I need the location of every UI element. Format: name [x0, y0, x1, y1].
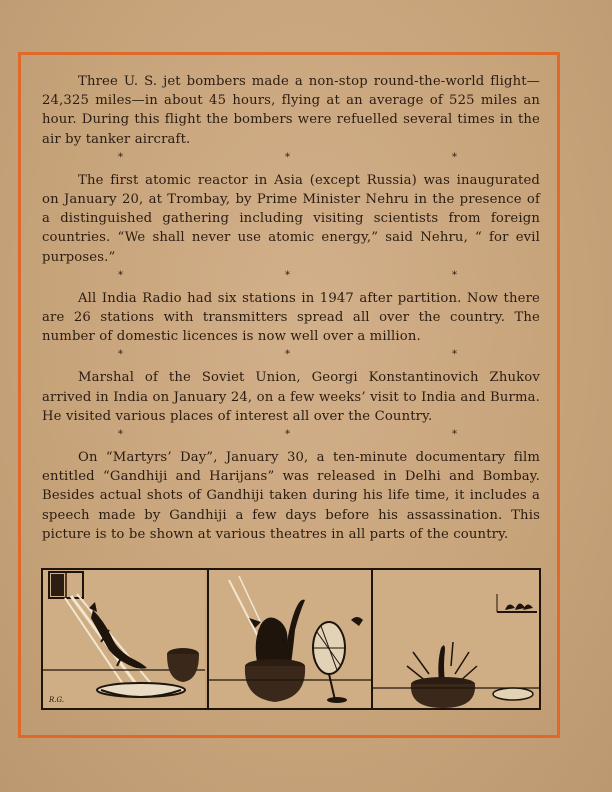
separator-star: *: [118, 269, 123, 281]
separator-star: *: [118, 151, 123, 163]
separator-star: *: [452, 151, 457, 163]
paragraph-martyrs-day: [42, 448, 540, 544]
comic-panel-2: [207, 570, 371, 708]
paragraph-atomic-reactor: [42, 171, 540, 267]
separator-star: *: [285, 349, 290, 361]
paragraph-jet-bombers: [42, 72, 540, 149]
separator: [42, 149, 540, 171]
separator-star: *: [118, 349, 123, 361]
separator-star: *: [285, 269, 290, 281]
separator: [42, 426, 540, 448]
paragraph-text: Marshal of the Soviet Union, Georgi Konstantinovich Zhukov arrived in India on January 24, on a few weeks’ visit to India and Burma. He visited various places of interest all over the Country.: [42, 370, 540, 424]
separator: [42, 267, 540, 289]
comic-strip: [41, 568, 541, 710]
comic-panel-3-drawing: [373, 570, 539, 708]
paragraph-zhukov-visit: [42, 368, 540, 426]
paragraph-all-india-radio: [42, 289, 540, 347]
separator-star: *: [285, 429, 290, 441]
paragraph-text: Three U. S. jet bombers made a non-stop round-the-world flight—24,325 miles—in about 45 hours, flying at an average of 525 miles an hour. During this flight the bombers were refuelled several times in the air by tanker aircraft.: [42, 74, 540, 147]
artist-signature: R.G.: [49, 696, 65, 704]
separator-star: *: [118, 429, 123, 441]
article-column: [42, 72, 540, 544]
separator-star: *: [452, 349, 457, 361]
comic-panel-2-drawing: [209, 570, 371, 708]
comic-panel-1-drawing: [43, 570, 205, 708]
separator-star: *: [452, 429, 457, 441]
separator-star: *: [285, 151, 290, 163]
paragraph-text: On “Martyrs’ Day”, January 30, a ten-minute documentary film entitled “Gandhiji and Harijans” was released in Delhi and Bombay. Besides actual shots of Gandhiji taken during his life time, it includes a speech made by Gandhiji a few days before his assassination. This picture is to be shown at various theatres in all parts of the country.: [42, 450, 540, 542]
comic-panel-1: [43, 570, 207, 708]
separator-star: *: [452, 269, 457, 281]
comic-panel-3: [371, 570, 539, 708]
separator: [42, 346, 540, 368]
paragraph-text: The first atomic reactor in Asia (except Russia) was inaugurated on January 20, at Trombay, by Prime Minister Nehru in the presence of a distinguished gathering including visiting scientists from foreign countries. “We shall never use atomic energy,” said Nehru, “ for evil purposes.”: [42, 172, 540, 265]
paragraph-text: All India Radio had six stations in 1947 after partition. Now there are 26 stations with transmitters spread all over the country. The number of domestic licences is now well over a million.: [42, 290, 540, 345]
